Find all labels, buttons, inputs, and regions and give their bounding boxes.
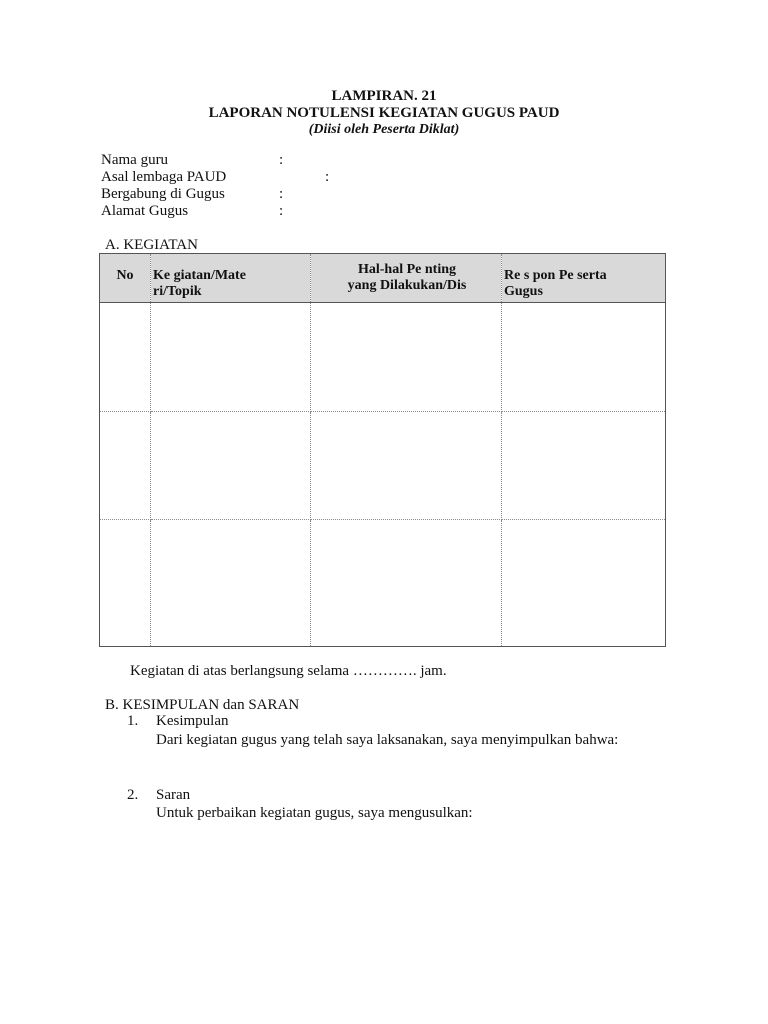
- table-cell[interactable]: [311, 411, 502, 520]
- item-number-1: 1.: [127, 713, 139, 729]
- section-b-heading: B. KESIMPULAN dan SARAN: [105, 697, 300, 713]
- field-label-nama-guru: Nama guru: [101, 152, 169, 168]
- kegiatan-table: [99, 253, 666, 647]
- table-cell[interactable]: [311, 520, 502, 647]
- field-colon-nama-guru: :: [279, 152, 284, 168]
- table-row: [100, 520, 666, 647]
- field-colon-asal-lembaga: :: [325, 169, 330, 185]
- column-header-respon: Re s pon Pe serta Gugus: [502, 254, 666, 303]
- table-cell[interactable]: [100, 411, 151, 520]
- field-colon-bergabung-gugus: :: [279, 186, 284, 202]
- table-cell[interactable]: [311, 303, 502, 412]
- table-cell[interactable]: [151, 411, 311, 520]
- item-number-2: 2.: [127, 787, 139, 803]
- kesimpulan-text: Dari kegiatan gugus yang telah saya laksanakan, saya menyimpulkan bahwa:: [156, 732, 619, 748]
- column-header-hal-penting: Hal-hal Pe nting yang Dilakukan/Dis: [311, 254, 502, 303]
- field-label-asal-lembaga: Asal lembaga PAUD: [101, 169, 227, 185]
- field-colon-alamat-gugus: :: [279, 203, 284, 219]
- lampiran-label: LAMPIRAN. 21: [331, 88, 437, 104]
- duration-note: Kegiatan di atas berlangsung selama …………. jam.: [130, 663, 447, 679]
- table-cell[interactable]: [502, 411, 666, 520]
- document-subtitle: (Diisi oleh Peserta Diklat): [308, 122, 460, 137]
- field-label-alamat-gugus: Alamat Gugus: [101, 203, 189, 219]
- column-header-kegiatan: Ke giatan/Mate ri/Topik: [151, 254, 311, 303]
- field-label-bergabung-gugus: Bergabung di Gugus: [101, 186, 225, 202]
- document-title: LAPORAN NOTULENSI KEGIATAN GUGUS PAUD: [208, 105, 560, 121]
- table-cell[interactable]: [502, 303, 666, 412]
- table-cell[interactable]: [151, 520, 311, 647]
- table-cell[interactable]: [502, 520, 666, 647]
- table-row: [100, 411, 666, 520]
- section-a-heading: A. KEGIATAN: [105, 237, 198, 253]
- table-cell[interactable]: [100, 303, 151, 412]
- kesimpulan-title: Kesimpulan: [156, 713, 229, 729]
- column-header-no: No: [100, 254, 151, 303]
- table-row: [100, 303, 666, 412]
- saran-text: Untuk perbaikan kegiatan gugus, saya mengusulkan:: [156, 805, 473, 821]
- table-cell[interactable]: [100, 520, 151, 647]
- table-cell[interactable]: [151, 303, 311, 412]
- saran-title: Saran: [156, 787, 191, 803]
